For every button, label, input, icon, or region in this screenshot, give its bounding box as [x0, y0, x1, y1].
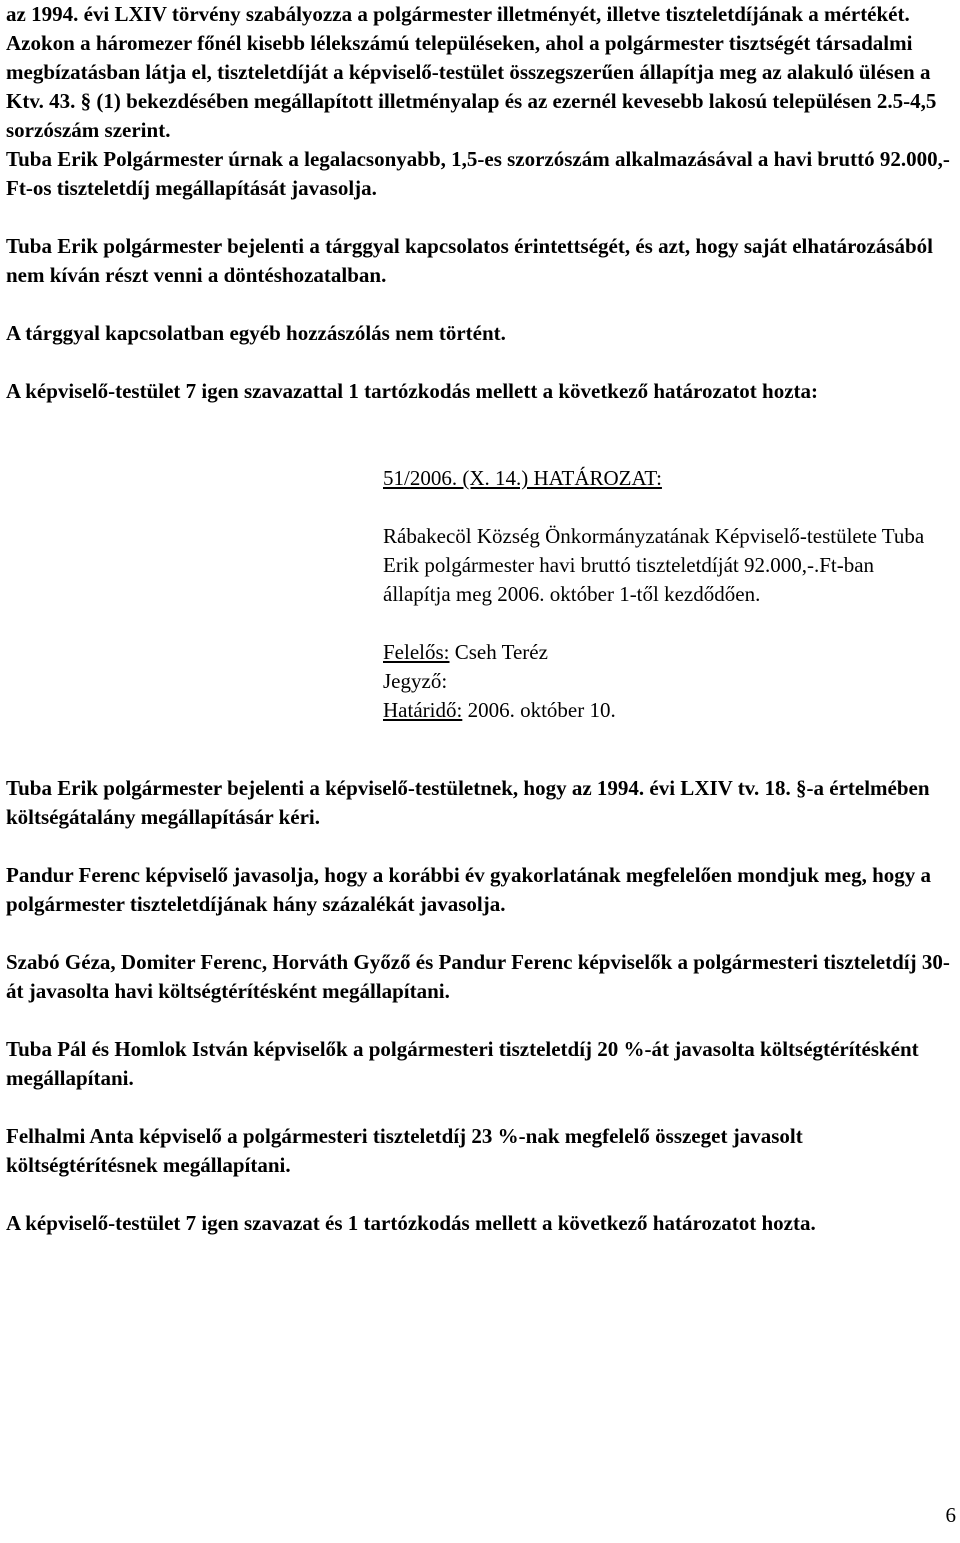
page-number: 6 — [945, 1503, 956, 1527]
paragraph-vote-1: A képviselő-testület 7 igen szavazattal 1 tartózkodás mellett a következő határozatot hozta: — [6, 379, 819, 403]
paragraph-pandur-proposal: Pandur Ferenc képviselő javasolja, hogy a korábbi év gyakorlatának megfelelően mondjuk meg, hogy a polgármester tiszteletdíjának hány százalékát javasolja. — [6, 863, 931, 916]
resolution-body: Rábakecöl Község Önkormányzatának Képviselő-testülete Tuba Erik polgármester havi bruttó tiszteletdíját 92.000,-.Ft-ban állapítja meg 2006. október 1-től kezdődően. — [383, 524, 925, 606]
paragraph-vote-2: A képviselő-testület 7 igen szavazat és 1 tartózkodás mellett a következő határozatot hozta. — [6, 1211, 816, 1235]
paragraph-proposal: Tuba Erik Polgármester úrnak a legalacsonyabb, 1,5-es szorzószám alkalmazásával a havi bruttó 92.000,-Ft-os tiszteletdíj megállapítását javasolja. — [6, 147, 950, 200]
paragraph-30-percent: Szabó Géza, Domiter Ferenc, Horváth Győző és Pandur Ferenc képviselők a polgármesteri tiszteletdíj 30-át javasolta havi költségtérítésként megállapítani. — [6, 950, 950, 1003]
paragraph-conflict-declaration: Tuba Erik polgármester bejelenti a tárggyal kapcsolatos érintettségét, és azt, hogy saját elhatározásából nem kíván részt venni a döntéshozatalban. — [6, 234, 934, 287]
resolution-heading: 51/2006. (X. 14.) HATÁROZAT: — [383, 466, 662, 490]
resolution-responsible — [383, 638, 943, 667]
paragraph-expense-request: Tuba Erik polgármester bejelenti a képviselő-testületnek, hogy az 1994. évi LXIV tv. 18. §-a értelmében költségátalány megállapításár kéri. — [6, 776, 930, 829]
responsible-value: Cseh Teréz — [454, 640, 548, 664]
resolution-notary — [383, 667, 943, 696]
resolution-deadline — [383, 696, 943, 725]
paragraph-law-reference: az 1994. évi LXIV törvény szabályozza a polgármester illetményét, illetve tiszteletdíjának a mértékét. — [6, 2, 910, 26]
notary-label: Jegyző: — [383, 669, 448, 693]
paragraph-20-percent: Tuba Pál és Homlok István képviselők a polgármesteri tiszteletdíj 20 %-át javasolta költségtérítésként megállapítani. — [6, 1037, 919, 1090]
paragraph-23-percent: Felhalmi Anta képviselő a polgármesteri tiszteletdíj 23 %-nak megfelelő összeget javasolt költségtérítésnek megállapítani. — [6, 1124, 803, 1177]
deadline-label: Határidő: — [383, 698, 463, 722]
paragraph-no-comments: A tárggyal kapcsolatban egyéb hozzászólás nem történt. — [6, 321, 506, 345]
paragraph-small-settlements: Azokon a háromezer főnél kisebb lélekszámú településeken, ahol a polgármester tisztségét társadalmi megbízatásban látja el, tiszteletdíját a képviselő-testület összegszerűen állapítja meg az alakuló ülésen a Ktv. 43. § (1) bekezdésében megállapított illetményalap és az ezernél kevesebb lakosú településen 2.5-4,5 sorzószám szerint. — [6, 31, 937, 142]
deadline-value: 2006. október 10. — [467, 698, 616, 722]
resolution-block — [383, 464, 943, 725]
responsible-label: Felelős: — [383, 640, 450, 664]
document-page — [6, 0, 956, 1238]
